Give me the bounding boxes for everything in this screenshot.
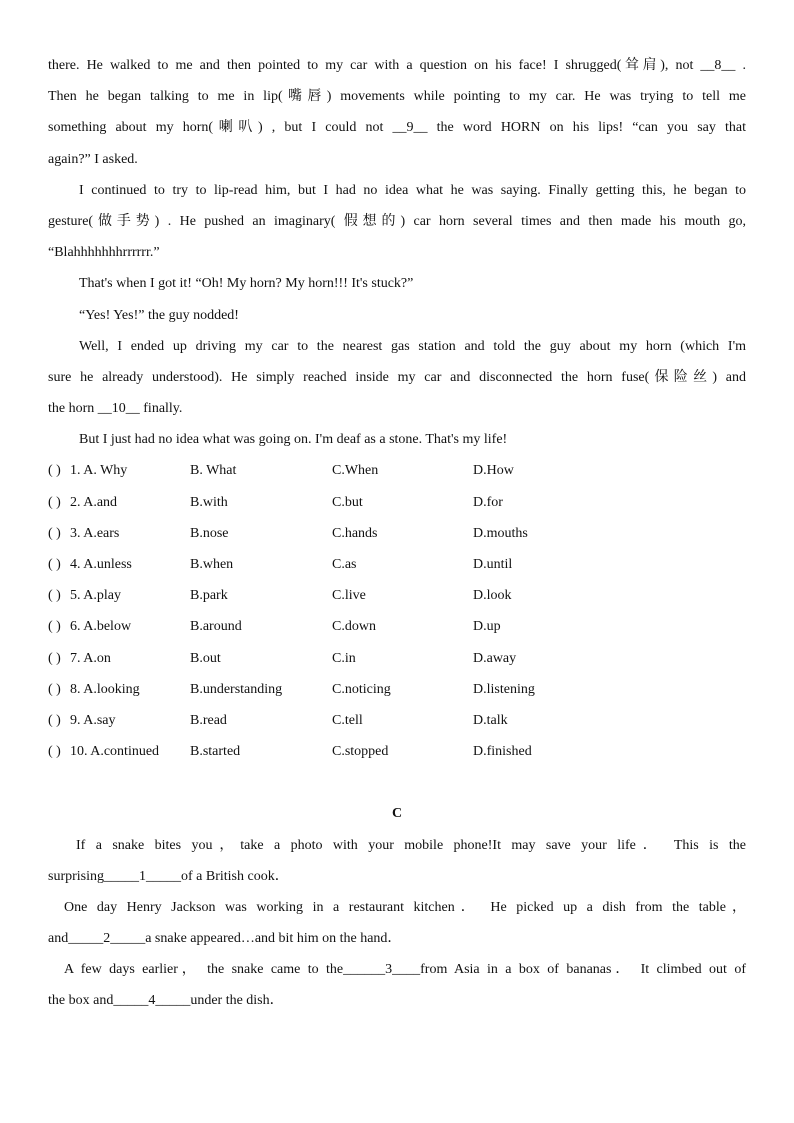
- question-row: [48, 518, 746, 549]
- option-b: B.nose: [190, 525, 229, 541]
- passage-line: the horn __10__ finally.: [48, 401, 183, 417]
- passage-line: something about my horn(喇叭) , but I could not __9__ the word HORN on his lips! “can you say that: [48, 120, 746, 136]
- option-a: 1. A. Why: [70, 463, 128, 479]
- option-c: C.hands: [332, 525, 378, 541]
- passage-line: A few days earlier， the snake came to the______3____from Asia in a box of bananas． It climbed out of: [64, 962, 746, 978]
- option-a: 9. A.say: [70, 712, 116, 728]
- passage-c: [48, 830, 746, 1017]
- option-b: B. What: [190, 463, 237, 479]
- passage-line: again?” I asked.: [48, 151, 138, 167]
- option-b: B.read: [190, 712, 227, 728]
- answer-blank[interactable]: ( ): [48, 588, 61, 604]
- question-row: [48, 455, 746, 486]
- question-row: [48, 611, 746, 642]
- option-c: C.as: [332, 557, 357, 572]
- option-c: C.When: [332, 463, 379, 479]
- option-b: B.around: [190, 619, 242, 635]
- passage-line: One day Henry Jackson was working in a restaurant kitchen． He picked up a dish from the table，: [64, 899, 746, 915]
- passage-line: Well, I ended up driving my car to the nearest gas station and told the guy about my horn (which I'm: [79, 338, 746, 354]
- option-c: C.stopped: [332, 744, 389, 760]
- option-c: C.in: [332, 650, 356, 666]
- option-b: B.when: [190, 557, 234, 572]
- option-b: B.started: [190, 744, 241, 760]
- passage-b: [48, 50, 746, 455]
- option-d: D.How: [473, 463, 514, 479]
- option-a: 10. A.continued: [70, 744, 160, 760]
- answer-blank[interactable]: ( ): [48, 525, 61, 541]
- question-row: [48, 643, 746, 674]
- document-page: [48, 50, 746, 1017]
- answer-blank[interactable]: ( ): [48, 557, 61, 572]
- passage-line: “Blahhhhhhhrrrrrr.”: [48, 245, 160, 261]
- question-row: [48, 736, 746, 767]
- question-row: [48, 674, 746, 705]
- option-a: 6. A.below: [70, 619, 132, 635]
- passage-line: I continued to try to lip-read him, but I had no idea what he was saying. Finally getting this, he began to: [79, 182, 746, 198]
- option-d: D.mouths: [473, 525, 528, 541]
- option-a: 5. A.play: [70, 588, 121, 604]
- option-d: D.until: [473, 557, 513, 572]
- passage-line: sure he already understood). He simply reached inside my car and disconnected the horn fuse(保险丝) and: [48, 369, 746, 385]
- option-c: C.tell: [332, 712, 363, 728]
- option-b: B.understanding: [190, 681, 283, 697]
- option-a: 8. A.looking: [70, 681, 140, 697]
- answer-blank[interactable]: ( ): [48, 712, 61, 728]
- option-d: D.up: [473, 619, 501, 635]
- passage-line: there. He walked to me and then pointed to my car with a question on his face! I shrugged(耸肩), not __8__ .: [48, 58, 746, 73]
- question-row: [48, 549, 746, 580]
- option-a: 7. A.on: [70, 650, 111, 666]
- option-c: C.noticing: [332, 681, 391, 697]
- answer-blank[interactable]: ( ): [48, 744, 61, 760]
- option-d: D.finished: [473, 744, 532, 760]
- question-list: [48, 455, 746, 767]
- answer-blank[interactable]: ( ): [48, 494, 61, 510]
- option-b: B.park: [190, 588, 228, 604]
- passage-line: But I just had no idea what was going on. I'm deaf as a stone. That's my life!: [79, 432, 508, 448]
- option-d: D.for: [473, 494, 503, 510]
- passage-line: If a snake bites you，take a photo with your mobile phone!It may save your life． This is the: [76, 837, 746, 853]
- option-a: 2. A.and: [70, 494, 118, 510]
- option-d: D.talk: [473, 712, 508, 728]
- answer-blank[interactable]: ( ): [48, 650, 61, 666]
- answer-blank[interactable]: ( ): [48, 463, 61, 479]
- option-a: 3. A.ears: [70, 525, 120, 541]
- option-d: D.listening: [473, 681, 535, 697]
- option-d: D.away: [473, 650, 517, 666]
- option-d: D.look: [473, 588, 512, 604]
- option-b: B.with: [190, 494, 228, 510]
- passage-line: and_____2_____a snake appeared…and bit him on the hand．: [48, 931, 402, 947]
- answer-blank[interactable]: ( ): [48, 619, 61, 635]
- option-a: 4. A.unless: [70, 557, 132, 572]
- question-row: [48, 580, 746, 611]
- passage-line: Then he began talking to me in lip(嘴唇) movements while pointing to my car. He was trying to tell me: [48, 89, 746, 105]
- question-row: [48, 705, 746, 736]
- question-row: [48, 487, 746, 518]
- section-c-title: C: [391, 806, 403, 822]
- passage-line: surprising_____1_____of a British cook．: [48, 868, 289, 884]
- passage-line: “Yes! Yes!” the guy nodded!: [79, 307, 239, 323]
- option-b: B.out: [190, 650, 221, 666]
- answer-blank[interactable]: ( ): [48, 681, 61, 697]
- passage-line: That's when I got it! “Oh! My horn? My horn!!! It's stuck?”: [79, 276, 414, 292]
- option-c: C.live: [332, 588, 366, 604]
- option-c: C.but: [332, 494, 363, 510]
- option-c: C.down: [332, 619, 376, 635]
- passage-line: the box and_____4_____under the dish．: [48, 993, 284, 1009]
- passage-line: gesture(做手势) . He pushed an imaginary( 假想的) car horn several times and then made his mouth go,: [48, 213, 746, 229]
